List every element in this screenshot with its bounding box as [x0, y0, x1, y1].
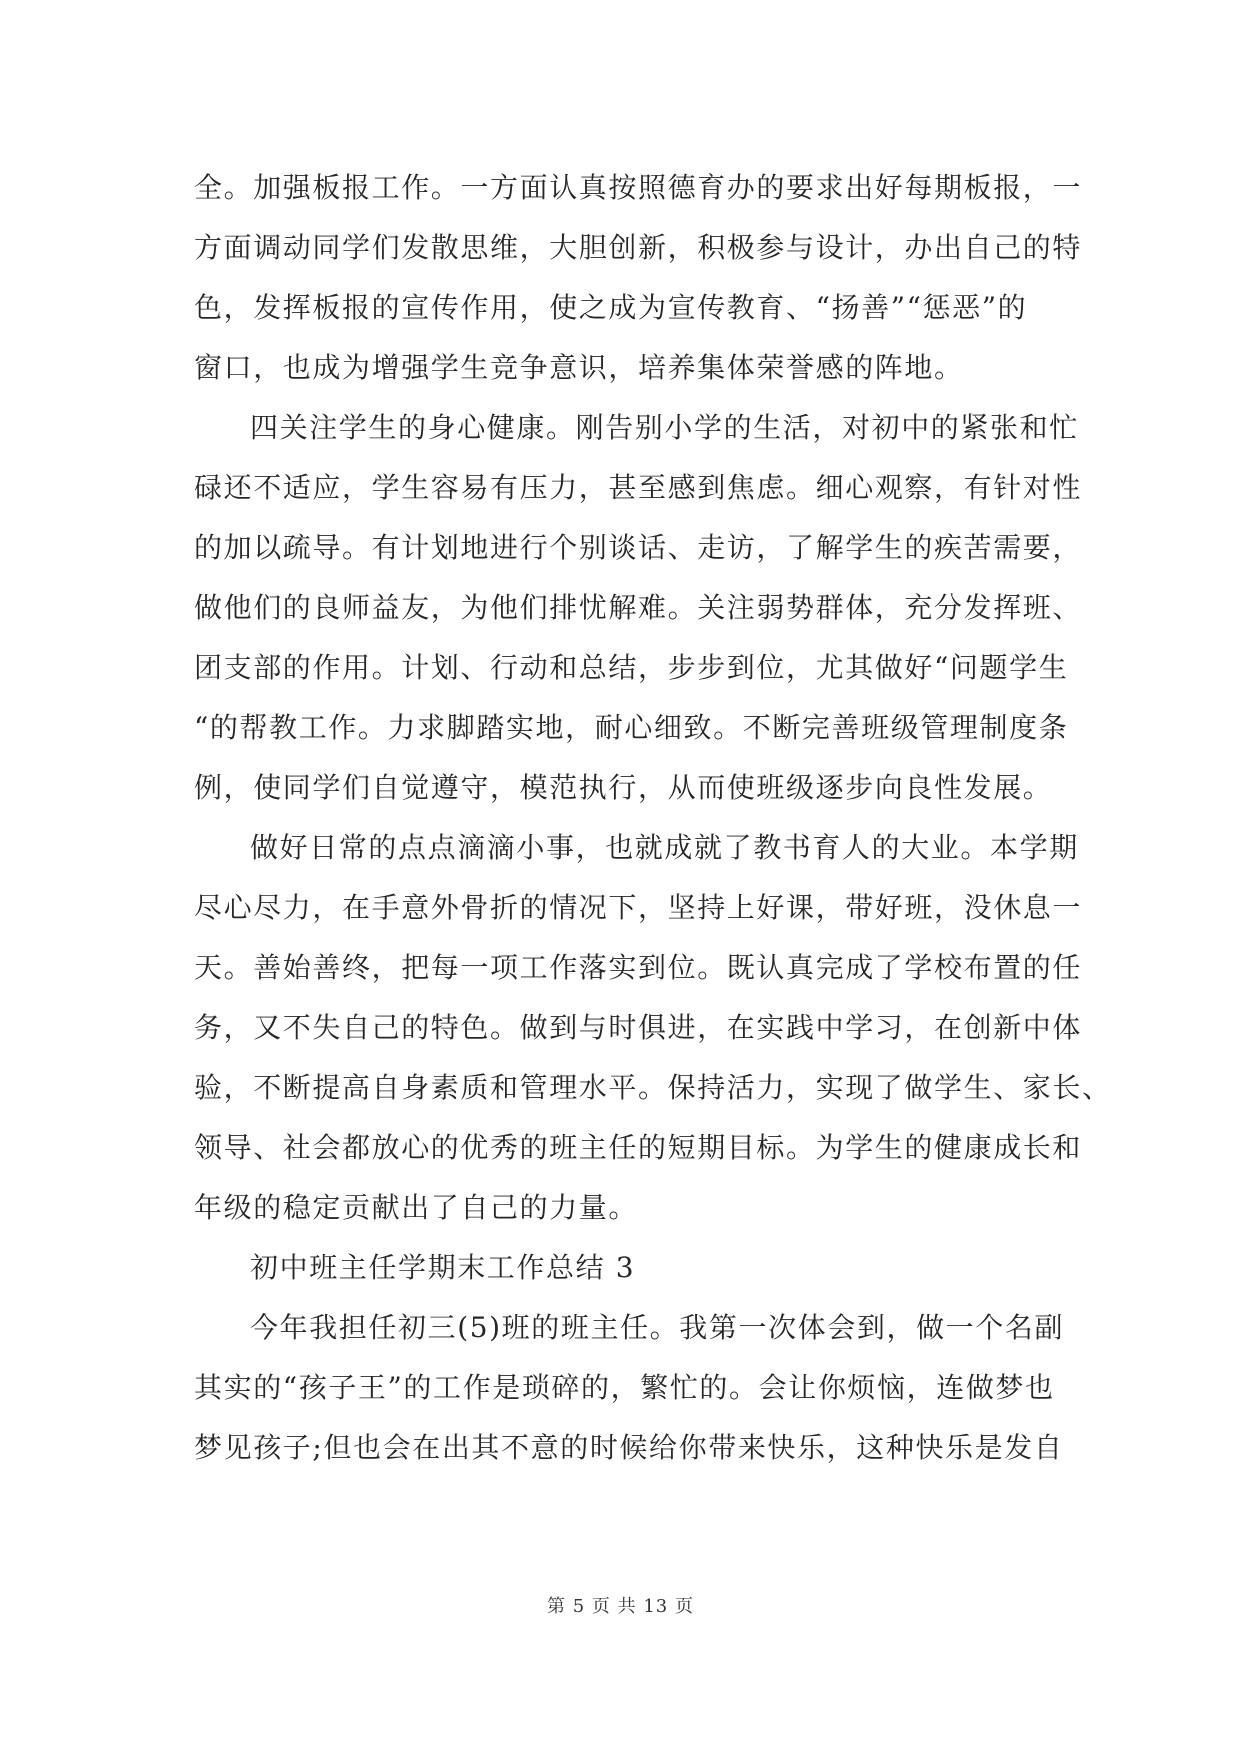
text-line: 全。加强板报工作。一方面认真按照德育办的要求出好每期板报，一: [194, 171, 1083, 204]
text-line: 四关注学生的身心健康。刚告别小学的生活，对初中的紧张和忙: [250, 411, 1079, 444]
text-line: 做他们的良师益友，为他们排忧解难。关注弱势群体，充分发挥班、: [194, 591, 1083, 624]
text-line: 其实的“孩子王”的工作是琐碎的，繁忙的。会让你烦恼，连做梦也: [194, 1371, 1055, 1404]
text-line: “的帮教工作。力求脚踏实地，耐心细致。不断完善班级管理制度条: [194, 711, 1069, 744]
text-line: 方面调动同学们发散思维，大胆创新，积极参与设计，办出自己的特: [194, 231, 1083, 264]
text-line: 团支部的作用。计划、行动和总结，步步到位，尤其做好“问题学生: [194, 651, 1069, 684]
text-line: 碌还不适应，学生容易有压力，甚至感到焦虑。细心观察，有针对性: [194, 471, 1083, 504]
text-line: 验，不断提高自身素质和管理水平。保持活力，实现了做学生、家长、: [194, 1071, 1112, 1104]
text-line: 务，又不失自己的特色。做到与时俱进，在实践中学习，在创新中体: [194, 1011, 1083, 1044]
text-line: 今年我担任初三(5)班的班主任。我第一次体会到，做一个名副: [250, 1311, 1065, 1344]
text-line: 的加以疏导。有计划地进行个别谈话、走访，了解学生的疾苦需要，: [194, 531, 1083, 564]
text-line: 做好日常的点点滴滴小事，也就成就了教书育人的大业。本学期: [250, 831, 1079, 864]
text-line: 初中班主任学期末工作总结 3: [250, 1251, 636, 1284]
page-footer: 第 5 页 共 13 页: [547, 1596, 694, 1617]
text-line: 年级的稳定贡献出了自己的力量。: [194, 1191, 639, 1224]
text-line: 领导、社会都放心的优秀的班主任的短期目标。为学生的健康成长和: [194, 1131, 1083, 1164]
text-line: 例，使同学们自觉遵守，模范执行，从而使班级逐步向良性发展。: [194, 771, 1053, 804]
text-line: 窗口，也成为增强学生竞争意识，培养集体荣誉感的阵地。: [194, 351, 964, 384]
text-line: 梦见孩子;但也会在出其不意的时候给你带来快乐，这种快乐是发自: [194, 1431, 1064, 1464]
body-text: [194, 158, 1112, 1478]
text-line: 尽心尽力，在手意外骨折的情况下，坚持上好课，带好班，没休息一: [194, 891, 1083, 924]
text-line: 天。善始善终，把每一项工作落实到位。既认真完成了学校布置的任: [194, 951, 1083, 984]
text-line: 色，发挥板报的宣传作用，使之成为宣传教育、“扬善”“惩恶”的: [194, 291, 1028, 324]
